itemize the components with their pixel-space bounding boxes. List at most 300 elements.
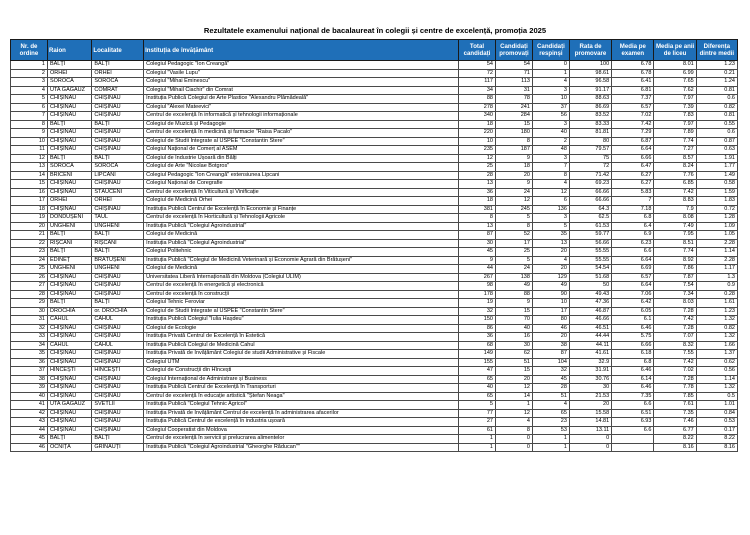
cell-institutie: Instituția Publică "Colegiul Agroindustrial "Gheorghe Răducan"": [144, 443, 459, 452]
cell-nr: 37: [11, 367, 48, 376]
cell-media-examen: 7.18: [612, 205, 654, 214]
cell-media-liceu: 7.02: [654, 367, 696, 376]
cell-localitate: CHIȘINĂU: [92, 129, 144, 138]
cell-institutie: Universitatea Liberă Internațională din Moldova (Colegiul ULIM): [144, 273, 459, 282]
cell-raion: CHIȘINĂU: [47, 418, 91, 427]
cell-diferenta: 0.6: [696, 95, 737, 104]
table-row: [11, 120, 738, 129]
cell-raion: CHIȘINĂU: [47, 112, 91, 121]
cell-media-examen: 6.46: [612, 324, 654, 333]
table-body: [11, 61, 738, 452]
cell-nr: 18: [11, 205, 48, 214]
cell-rata: 44.11: [569, 341, 611, 350]
cell-nr: 30: [11, 307, 48, 316]
cell-respinsi: 37: [532, 103, 569, 112]
cell-raion: CHIȘINĂU: [47, 409, 91, 418]
cell-raion: UTA GĂGĂUZ: [47, 86, 91, 95]
cell-total: 28: [459, 171, 496, 180]
cell-raion: CHIȘINĂU: [47, 392, 91, 401]
cell-promovati: 24: [495, 265, 532, 274]
cell-rata: 0: [569, 435, 611, 444]
cell-media-liceu: 7.95: [654, 231, 696, 240]
cell-media-examen: 6.51: [612, 409, 654, 418]
table-row: [11, 69, 738, 78]
cell-localitate: ORHEI: [92, 69, 144, 78]
cell-raion: CHIȘINĂU: [47, 95, 91, 104]
cell-raion: CHIȘINĂU: [47, 205, 91, 214]
cell-media-liceu: 7.89: [654, 129, 696, 138]
cell-nr: 11: [11, 146, 48, 155]
table-row: [11, 171, 738, 180]
header-localitate: Localitate: [92, 40, 144, 61]
cell-nr: 36: [11, 358, 48, 367]
cell-rata: 71.42: [569, 171, 611, 180]
cell-institutie: Colegiul de Ecologie: [144, 324, 459, 333]
cell-rata: 83.52: [569, 112, 611, 121]
cell-institutie: Instituția Publică Colegiul "Iulia Hașdeu": [144, 316, 459, 325]
cell-diferenta: 0.21: [696, 69, 737, 78]
cell-nr: 9: [11, 129, 48, 138]
cell-promovati: 9: [495, 154, 532, 163]
cell-rata: 0: [569, 443, 611, 452]
table-row: [11, 61, 738, 70]
cell-promovati: 0: [495, 443, 532, 452]
cell-nr: 29: [11, 299, 48, 308]
table-row: [11, 392, 738, 401]
cell-rata: 75: [569, 154, 611, 163]
cell-localitate: or. DROCHIA: [92, 307, 144, 316]
cell-diferenta: 0.28: [696, 290, 737, 299]
cell-diferenta: 0.82: [696, 103, 737, 112]
cell-media-examen: 7.37: [612, 95, 654, 104]
cell-institutie: Instituția Publică "Colegiul Tehnic Agricol": [144, 401, 459, 410]
cell-diferenta: 1.91: [696, 154, 737, 163]
cell-respinsi: 13: [532, 239, 569, 248]
cell-rata: 86.69: [569, 103, 611, 112]
cell-rata: 81.81: [569, 129, 611, 138]
cell-localitate: CHIȘINĂU: [92, 358, 144, 367]
cell-promovati: 8: [495, 222, 532, 231]
cell-diferenta: 0.82: [696, 324, 737, 333]
cell-media-liceu: 7.61: [654, 401, 696, 410]
cell-media-examen: 6.66: [612, 341, 654, 350]
cell-media-liceu: 7.83: [654, 112, 696, 121]
cell-localitate: BĂLȚI: [92, 61, 144, 70]
cell-raion: UNGHENI: [47, 222, 91, 231]
cell-total: 32: [459, 307, 496, 316]
cell-rata: 15.58: [569, 409, 611, 418]
cell-localitate: GRINĂUȚI: [92, 443, 144, 452]
cell-nr: 7: [11, 112, 48, 121]
cell-nr: 20: [11, 222, 48, 231]
cell-promovati: 20: [495, 171, 532, 180]
cell-rata: 98.61: [569, 69, 611, 78]
cell-media-examen: 6.9: [612, 231, 654, 240]
cell-media-examen: 7.42: [612, 120, 654, 129]
cell-media-liceu: 8.01: [654, 61, 696, 70]
cell-rata: 13.11: [569, 426, 611, 435]
cell-media-examen: 6.42: [612, 299, 654, 308]
cell-diferenta: 2.28: [696, 256, 737, 265]
cell-nr: 43: [11, 418, 48, 427]
cell-media-examen: 6.23: [612, 239, 654, 248]
cell-promovati: 245: [495, 205, 532, 214]
cell-institutie: Colegiul "Alexei Mateevici": [144, 103, 459, 112]
cell-total: 65: [459, 392, 496, 401]
cell-localitate: CHIȘINĂU: [92, 392, 144, 401]
cell-respinsi: 17: [532, 307, 569, 316]
cell-promovati: 5: [495, 256, 532, 265]
cell-total: 36: [459, 188, 496, 197]
cell-raion: UNGHENI: [47, 265, 91, 274]
cell-total: 25: [459, 163, 496, 172]
cell-diferenta: 1.05: [696, 231, 737, 240]
cell-promovati: 12: [495, 197, 532, 206]
cell-raion: DONDUȘENI: [47, 214, 91, 223]
table-row: [11, 299, 738, 308]
cell-media-examen: 6.27: [612, 180, 654, 189]
cell-rata: 72: [569, 163, 611, 172]
cell-raion: CHIȘINĂU: [47, 129, 91, 138]
cell-promovati: 51: [495, 358, 532, 367]
cell-respinsi: 46: [532, 324, 569, 333]
cell-localitate: CHIȘINĂU: [92, 418, 144, 427]
cell-nr: 3: [11, 78, 48, 87]
cell-rata: 55.55: [569, 248, 611, 257]
cell-rata: 50: [569, 282, 611, 291]
cell-institutie: Instituția Privată de Învățământ Colegiul de studii Administrative și Fiscale: [144, 350, 459, 359]
cell-media-liceu: 7.74: [654, 137, 696, 146]
cell-localitate: LIPCANI: [92, 171, 144, 180]
cell-total: 30: [459, 239, 496, 248]
table-row: [11, 214, 738, 223]
cell-respinsi: 20: [532, 248, 569, 257]
cell-rata: 54.54: [569, 265, 611, 274]
cell-rata: 30.76: [569, 375, 611, 384]
header-rata-promovare: Rata de promovare: [569, 40, 611, 61]
cell-raion: BĂLȚI: [47, 61, 91, 70]
cell-institutie: Instituția Publică Centrul de excelență în industria ușoară: [144, 418, 459, 427]
cell-nr: 34: [11, 341, 48, 350]
cell-respinsi: 3: [532, 154, 569, 163]
cell-media-examen: 6.64: [612, 146, 654, 155]
header-candidati-respinsi: Candidați respinși: [532, 40, 569, 61]
cell-rata: 47.36: [569, 299, 611, 308]
cell-localitate: BĂLȚI: [92, 299, 144, 308]
cell-diferenta: 0.87: [696, 137, 737, 146]
cell-total: 149: [459, 350, 496, 359]
cell-diferenta: 1.32: [696, 333, 737, 342]
cell-institutie: Colegiul de Muzică și Pedagogie: [144, 120, 459, 129]
cell-promovati: 20: [495, 375, 532, 384]
cell-promovati: 16: [495, 333, 532, 342]
cell-diferenta: 0.81: [696, 112, 737, 121]
header-media-liceu: Media pe anii de liceu: [654, 40, 696, 61]
cell-media-examen: 6.64: [612, 256, 654, 265]
cell-total: 5: [459, 401, 496, 410]
cell-institutie: Centrul de excelență în informatică și tehnologii informaționale: [144, 112, 459, 121]
table-row: [11, 197, 738, 206]
cell-respinsi: 4: [532, 401, 569, 410]
cell-media-examen: 6.46: [612, 384, 654, 393]
cell-total: 47: [459, 367, 496, 376]
cell-media-examen: 6.78: [612, 61, 654, 70]
cell-respinsi: 28: [532, 384, 569, 393]
cell-respinsi: 38: [532, 341, 569, 350]
cell-institutie: Instituția Publică Colegiul de Arte Plastice "Alexandru Plămădeală": [144, 95, 459, 104]
cell-diferenta: 1.28: [696, 214, 737, 223]
cell-rata: 64.3: [569, 205, 611, 214]
cell-raion: CAHUL: [47, 316, 91, 325]
table-row: [11, 180, 738, 189]
cell-institutie: Colegiul Național de Coregrafie: [144, 180, 459, 189]
cell-raion: CHIȘINĂU: [47, 146, 91, 155]
header-raion: Raion: [47, 40, 91, 61]
cell-localitate: CHIȘINĂU: [92, 103, 144, 112]
cell-nr: 40: [11, 392, 48, 401]
cell-media-examen: 7.02: [612, 112, 654, 121]
cell-rata: 69.23: [569, 180, 611, 189]
cell-media-liceu: 7.42: [654, 358, 696, 367]
cell-media-liceu: 7.42: [654, 316, 696, 325]
cell-institutie: Colegiul Pedagogic "Ion Creangă": [144, 61, 459, 70]
cell-respinsi: 40: [532, 129, 569, 138]
cell-diferenta: 1.83: [696, 197, 737, 206]
cell-respinsi: 1: [532, 435, 569, 444]
cell-media-liceu: 8.83: [654, 197, 696, 206]
cell-rata: 79.57: [569, 146, 611, 155]
cell-diferenta: 1.32: [696, 384, 737, 393]
page-title: Rezultatele examenului național de bacalaureat în colegii și centre de excelență, promoția 2025: [203, 26, 547, 35]
cell-institutie: Centrul de excelență în energetică și electronică: [144, 282, 459, 291]
cell-raion: OCNIȚA: [47, 443, 91, 452]
cell-rata: 55.55: [569, 256, 611, 265]
cell-respinsi: 48: [532, 146, 569, 155]
table-row: [11, 316, 738, 325]
cell-media-liceu: 7.74: [654, 248, 696, 257]
cell-promovati: 1: [495, 401, 532, 410]
cell-respinsi: 4: [532, 180, 569, 189]
cell-respinsi: 129: [532, 273, 569, 282]
cell-respinsi: 3: [532, 120, 569, 129]
cell-total: 220: [459, 129, 496, 138]
cell-nr: 10: [11, 137, 48, 146]
cell-promovati: 241: [495, 103, 532, 112]
table-row: [11, 163, 738, 172]
cell-localitate: CHIȘINĂU: [92, 273, 144, 282]
cell-localitate: CHIȘINĂU: [92, 375, 144, 384]
cell-raion: RÎȘCANI: [47, 239, 91, 248]
cell-total: 61: [459, 426, 496, 435]
cell-nr: 12: [11, 154, 48, 163]
cell-promovati: 88: [495, 290, 532, 299]
cell-promovati: 24: [495, 188, 532, 197]
cell-raion: CHIȘINĂU: [47, 384, 91, 393]
table-row: [11, 418, 738, 427]
cell-media-examen: 7: [612, 197, 654, 206]
cell-nr: 25: [11, 265, 48, 274]
cell-localitate: STĂUCENI: [92, 188, 144, 197]
cell-promovati: 49: [495, 282, 532, 291]
cell-raion: SOROCA: [47, 163, 91, 172]
cell-localitate: SOROCA: [92, 78, 144, 87]
cell-rata: 59.77: [569, 231, 611, 240]
cell-respinsi: 7: [532, 163, 569, 172]
cell-promovati: 54: [495, 61, 532, 70]
cell-localitate: CHIȘINĂU: [92, 409, 144, 418]
cell-institutie: Colegiul de Industrie Ușoară din Bălți: [144, 154, 459, 163]
table-row: [11, 103, 738, 112]
cell-raion: ORHEI: [47, 69, 91, 78]
cell-media-examen: 7.06: [612, 290, 654, 299]
cell-media-liceu: 8.22: [654, 435, 696, 444]
table-row: [11, 350, 738, 359]
cell-diferenta: 1.09: [696, 222, 737, 231]
cell-nr: 13: [11, 163, 48, 172]
cell-institutie: Instituția Publică Centrul de Excelență în Economie și Finanțe: [144, 205, 459, 214]
cell-promovati: 4: [495, 418, 532, 427]
cell-promovati: 12: [495, 384, 532, 393]
cell-promovati: 12: [495, 409, 532, 418]
cell-raion: CHIȘINĂU: [47, 350, 91, 359]
cell-rata: 14.81: [569, 418, 611, 427]
cell-institutie: Colegiul Politehnic: [144, 248, 459, 257]
cell-media-liceu: 6.85: [654, 180, 696, 189]
cell-diferenta: 1.23: [696, 307, 737, 316]
cell-total: 155: [459, 358, 496, 367]
cell-media-examen: 6.14: [612, 375, 654, 384]
cell-respinsi: 10: [532, 95, 569, 104]
cell-total: 1: [459, 443, 496, 452]
cell-total: 150: [459, 316, 496, 325]
cell-diferenta: 0.62: [696, 358, 737, 367]
cell-promovati: 30: [495, 341, 532, 350]
cell-diferenta: 0.55: [696, 120, 737, 129]
cell-rata: 80: [569, 137, 611, 146]
cell-localitate: TAUL: [92, 214, 144, 223]
cell-media-liceu: 8.03: [654, 299, 696, 308]
cell-total: 88: [459, 95, 496, 104]
cell-institutie: Colegiul UTM: [144, 358, 459, 367]
cell-nr: 33: [11, 333, 48, 342]
cell-diferenta: 0.53: [696, 418, 737, 427]
table-row: [11, 146, 738, 155]
cell-diferenta: 1.49: [696, 171, 737, 180]
cell-respinsi: 4: [532, 256, 569, 265]
cell-promovati: 138: [495, 273, 532, 282]
cell-respinsi: 87: [532, 350, 569, 359]
cell-localitate: CHIȘINĂU: [92, 384, 144, 393]
cell-localitate: CHIȘINĂU: [92, 324, 144, 333]
cell-institutie: Colegiul "Mihai Eminescu": [144, 78, 459, 87]
cell-localitate: CHIȘINĂU: [92, 95, 144, 104]
cell-diferenta: 0.63: [696, 146, 737, 155]
cell-total: 98: [459, 282, 496, 291]
cell-total: 68: [459, 341, 496, 350]
cell-nr: 17: [11, 197, 48, 206]
cell-promovati: 15: [495, 307, 532, 316]
cell-institutie: Instituția Privată de Învățământ Centrul de excelență în administrarea afacerilor: [144, 409, 459, 418]
cell-media-liceu: 7.49: [654, 222, 696, 231]
cell-media-examen: 6.57: [612, 273, 654, 282]
table-row: [11, 256, 738, 265]
cell-total: 45: [459, 248, 496, 257]
cell-media-examen: 6.66: [612, 154, 654, 163]
cell-institutie: Colegiul Internațional de Administrare și Business: [144, 375, 459, 384]
cell-diferenta: 1.61: [696, 299, 737, 308]
cell-rata: 49.43: [569, 290, 611, 299]
cell-raion: CHIȘINĂU: [47, 137, 91, 146]
table-row: [11, 222, 738, 231]
cell-media-examen: 6.18: [612, 350, 654, 359]
cell-nr: 14: [11, 171, 48, 180]
cell-raion: BĂLȚI: [47, 120, 91, 129]
cell-media-examen: 6.4: [612, 222, 654, 231]
table-row: [11, 95, 738, 104]
cell-media-liceu: 6.77: [654, 426, 696, 435]
cell-respinsi: 0: [532, 61, 569, 70]
cell-promovati: 0: [495, 435, 532, 444]
cell-raion: CHIȘINĂU: [47, 273, 91, 282]
table-row: [11, 154, 738, 163]
cell-promovati: 284: [495, 112, 532, 121]
cell-media-liceu: 7.86: [654, 265, 696, 274]
cell-media-liceu: 7.34: [654, 290, 696, 299]
cell-media-examen: 6.27: [612, 171, 654, 180]
cell-media-examen: 6.8: [612, 214, 654, 223]
cell-raion: CHIȘINĂU: [47, 426, 91, 435]
cell-total: 1: [459, 435, 496, 444]
cell-raion: DROCHIA: [47, 307, 91, 316]
cell-localitate: CHIȘINĂU: [92, 426, 144, 435]
cell-localitate: BĂLȚI: [92, 231, 144, 240]
cell-localitate: SVETLÎI: [92, 401, 144, 410]
cell-respinsi: 136: [532, 205, 569, 214]
cell-rata: 32.9: [569, 358, 611, 367]
cell-nr: 35: [11, 350, 48, 359]
cell-localitate: CHIȘINĂU: [92, 137, 144, 146]
cell-rata: 62.5: [569, 214, 611, 223]
cell-rata: 20: [569, 401, 611, 410]
cell-respinsi: 65: [532, 409, 569, 418]
cell-nr: 45: [11, 435, 48, 444]
cell-diferenta: 1.37: [696, 350, 737, 359]
cell-raion: BĂLȚI: [47, 299, 91, 308]
cell-respinsi: 20: [532, 265, 569, 274]
cell-institutie: Centrul de excelență în Horticultură și Tehnologii Agricole: [144, 214, 459, 223]
cell-institutie: Colegiul de Arte "Nicolae Botgros": [144, 163, 459, 172]
cell-institutie: Centrul de excelență în educație artistică "Ștefan Neaga": [144, 392, 459, 401]
cell-institutie: Centrul de excelență în medicină și farmacie "Raisa Pacalo": [144, 129, 459, 138]
cell-nr: 8: [11, 120, 48, 129]
cell-respinsi: 1: [532, 443, 569, 452]
cell-media-examen: 6.6: [612, 401, 654, 410]
cell-localitate: CHIȘINĂU: [92, 290, 144, 299]
table-row: [11, 401, 738, 410]
cell-promovati: 78: [495, 95, 532, 104]
cell-nr: 26: [11, 273, 48, 282]
cell-promovati: 62: [495, 350, 532, 359]
cell-nr: 19: [11, 214, 48, 223]
cell-diferenta: 0.84: [696, 409, 737, 418]
cell-media-examen: 5.83: [612, 188, 654, 197]
cell-raion: CHIȘINĂU: [47, 103, 91, 112]
cell-media-liceu: 7.46: [654, 418, 696, 427]
cell-media-liceu: 7.78: [654, 384, 696, 393]
cell-nr: 27: [11, 282, 48, 291]
table-row: [11, 188, 738, 197]
cell-institutie: Colegiul de Medicină: [144, 265, 459, 274]
